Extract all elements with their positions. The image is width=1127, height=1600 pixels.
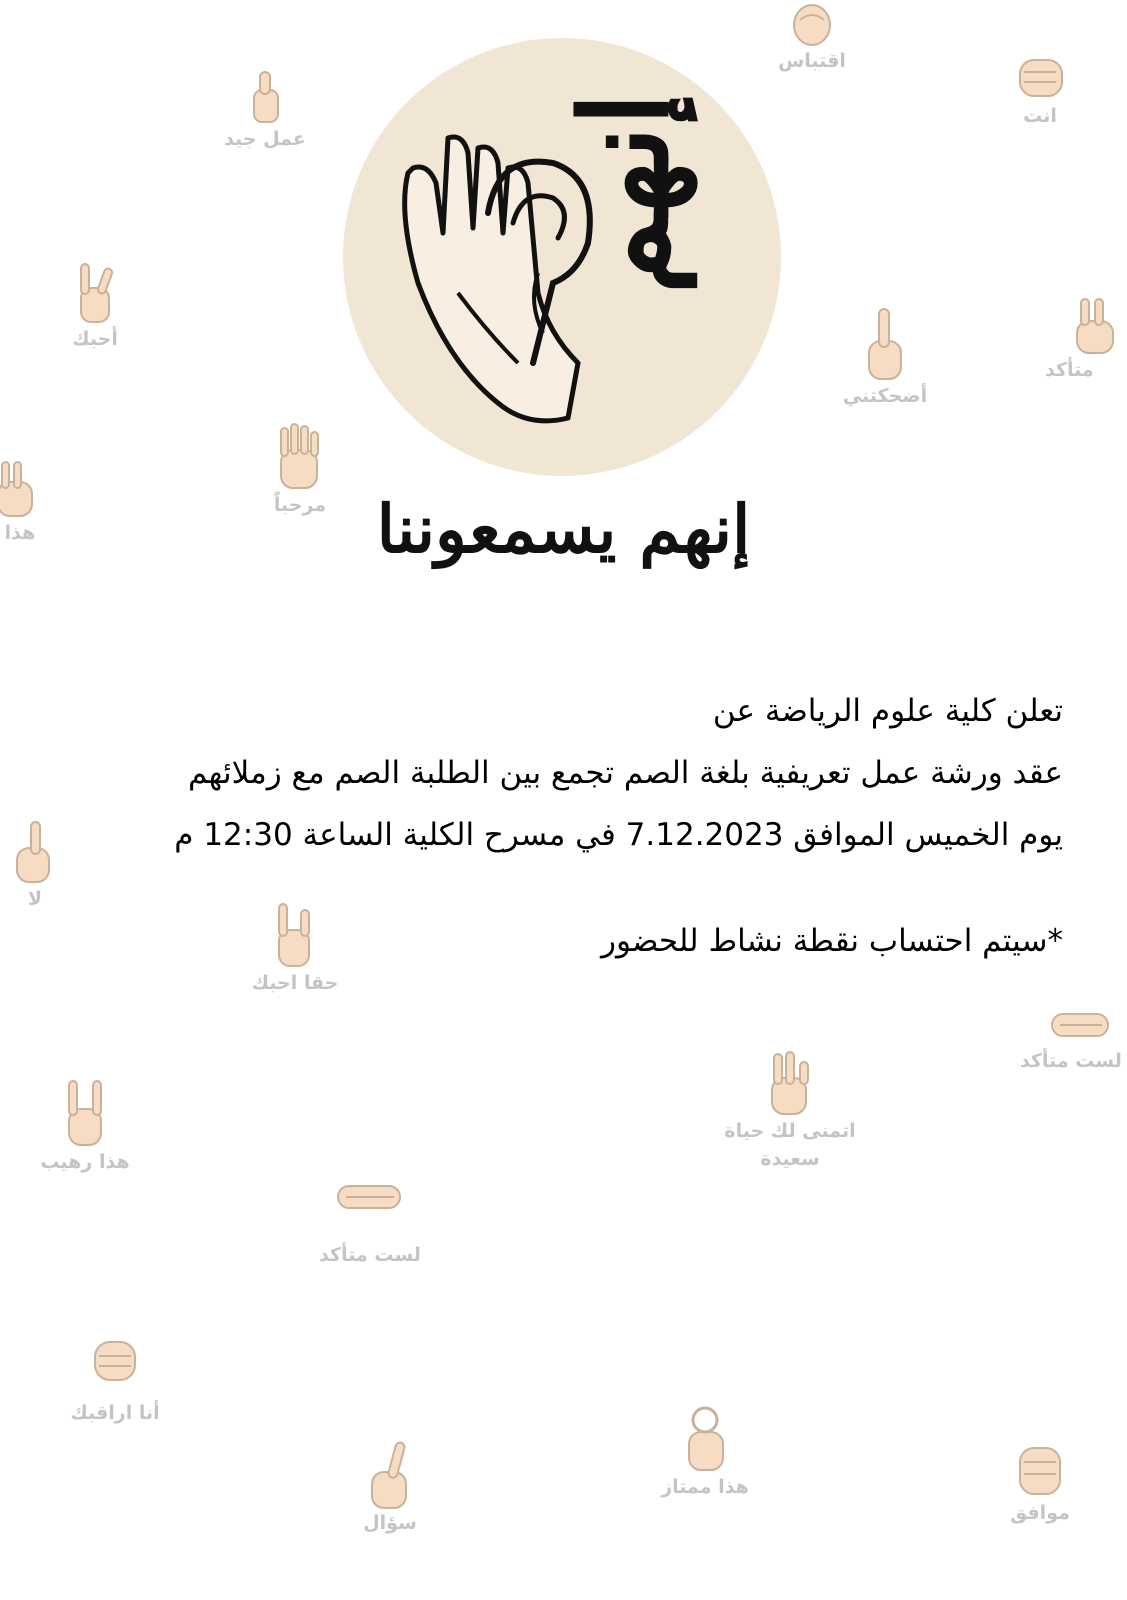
watermark-watching-you: أنا اراقبك	[55, 1332, 175, 1424]
attendance-note: *سيتم احتساب نقطة نشاط للحضور	[601, 923, 1063, 959]
index-finger-icon	[362, 1438, 418, 1512]
watermark-question: سؤال	[345, 1438, 435, 1534]
logo-title: إنهم	[554, 92, 696, 295]
rock-sign-icon	[55, 1075, 115, 1151]
announcement-line-1: تعلن كلية علوم الرياضة عن	[712, 693, 1063, 729]
watermark-good-job: عمل جيد	[215, 68, 315, 150]
love-sign-icon	[63, 258, 127, 328]
watermark-awesome: هذا رهيب	[25, 1075, 145, 1173]
watermark-really-love-you: حقا احبك	[240, 898, 350, 994]
watermark-you: انت	[990, 50, 1090, 127]
watermark-wish-happy-life: اتمنى لك حياة سعيدة	[715, 1048, 865, 1170]
ok-sign-icon	[675, 1400, 735, 1476]
watermark-no: لا	[0, 818, 70, 910]
watermark-excellent: هذا ممتاز	[640, 1400, 770, 1498]
thumbs-up-icon	[240, 68, 290, 128]
crossed-fingers-icon	[1042, 1000, 1118, 1050]
watermark-made-me-laugh: أضحكتني	[825, 305, 945, 407]
finger-wag-icon	[7, 818, 63, 888]
index-finger-icon	[853, 305, 917, 385]
tagline: إنهم يسمعوننا	[376, 490, 751, 568]
watermark-quote: اقتباس	[762, 0, 862, 72]
logo	[338, 33, 786, 481]
watermark-welcome: مرحباً	[250, 420, 350, 516]
two-finger-hand-icon	[1063, 295, 1127, 359]
announcement-body	[63, 680, 1063, 972]
watermark-agree: موافق	[985, 1432, 1095, 1524]
announcement-line-2: عقد ورشة عمل تعريفية بلغة الصم تجمع بين الطلبة الصم مع زملائهم	[188, 755, 1063, 791]
watermark-sure: متأكد	[1045, 295, 1127, 381]
watermark-love-you: أحبك	[45, 258, 145, 350]
pointing-hand-icon	[1010, 50, 1070, 105]
fist-hand-icon	[85, 1332, 145, 1388]
open-hand-icon	[265, 420, 335, 494]
fist-hand-icon	[782, 0, 842, 50]
watermark-not-sure-right: لست متأكد	[1020, 1000, 1127, 1072]
crossed-fingers-icon	[330, 1172, 410, 1222]
announcement-line-3: يوم الخميس الموافق 7.12.2023 في مسرح الكلية الساعة 12:30 م	[174, 817, 1063, 853]
three-finger-hand-icon	[758, 1048, 822, 1120]
watermark-this-edge: هذا	[0, 458, 60, 544]
fist-hand-icon	[1012, 1432, 1068, 1502]
watermark-not-sure: لست متأكد	[305, 1172, 435, 1266]
